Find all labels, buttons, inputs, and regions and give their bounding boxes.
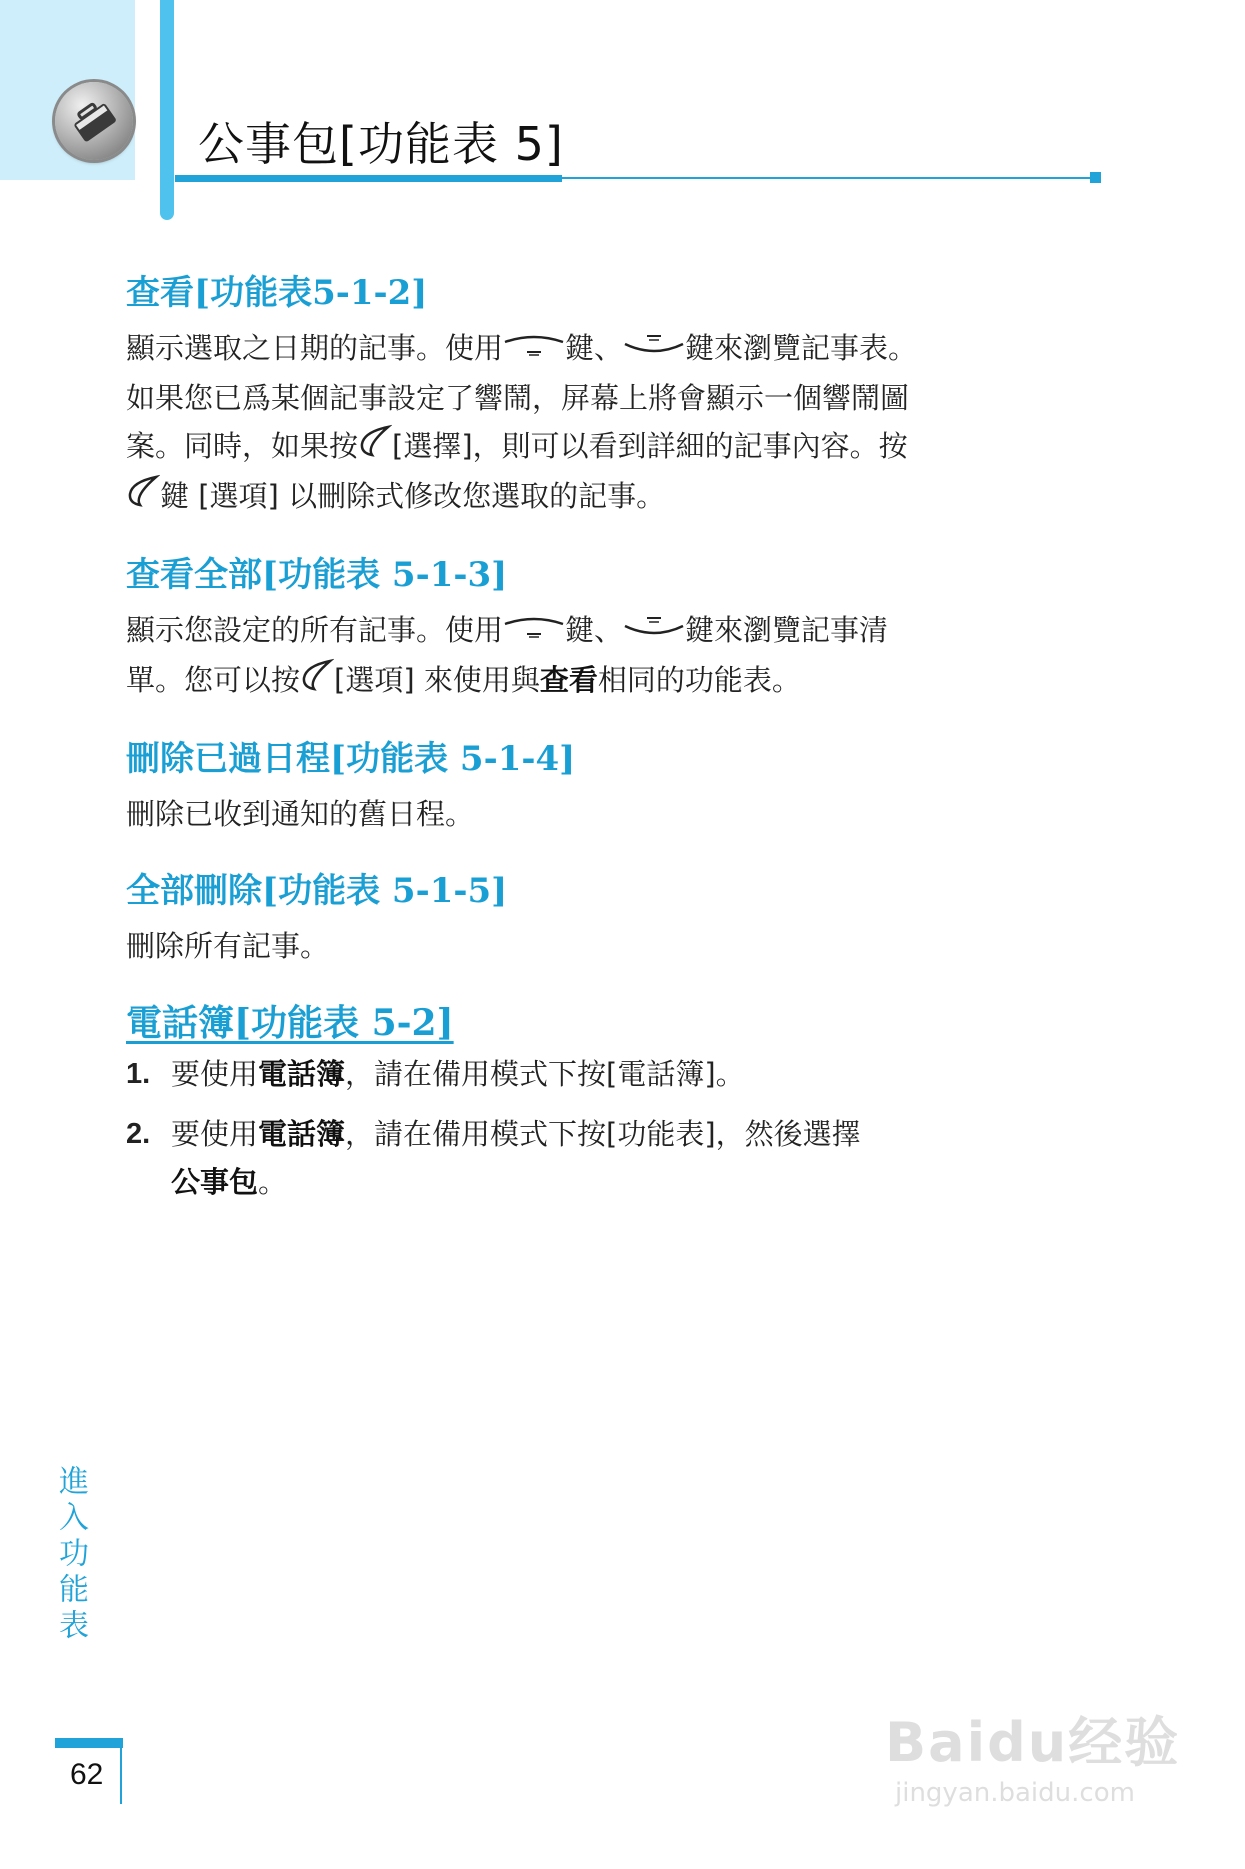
text-run: 鍵、 <box>565 331 624 365</box>
page-number-bar <box>55 1738 123 1748</box>
watermark-url: jingyan.baidu.com <box>895 1778 1135 1808</box>
text-run: 刪除已收到通知的舊日程。 <box>126 797 475 831</box>
section-heading-phonebook: 電話簿[功能表 5-2] <box>126 1002 454 1044</box>
text-run: 刪除所有記事。 <box>126 929 330 963</box>
section-heading-delete-all: 全部刪除[功能表 5-1-5] <box>126 871 508 911</box>
page-number-divider <box>120 1748 122 1804</box>
section-heading-view: 查看[功能表5-1-2] <box>126 273 428 313</box>
text-run: 相同的功能表。 <box>597 663 801 697</box>
content <box>126 270 1086 1218</box>
step-number: 2. <box>126 1118 151 1150</box>
section-body-view-all <box>126 606 1086 706</box>
section-body-delete-all <box>126 922 1086 970</box>
text-run: 要使用 <box>171 1117 259 1151</box>
bold-term: 電話簿 <box>258 1057 346 1091</box>
text-run: 顯示您設定的所有記事。使用 <box>126 613 504 647</box>
title-rule-end <box>1090 172 1101 183</box>
header-vertical-bar <box>160 0 174 220</box>
briefcase-icon <box>55 82 133 160</box>
page-number: 62 <box>70 1758 104 1791</box>
text-run: 案。同時，如果按 <box>126 429 359 463</box>
page-title: 公事包[功能表 5] <box>198 117 564 171</box>
up-nav-key-icon <box>503 326 565 374</box>
down-nav-key-icon <box>623 608 685 656</box>
soft-key-icon <box>126 474 160 522</box>
watermark <box>885 1690 1185 1830</box>
section-heading-delete-past: 刪除已過日程[功能表 5-1-4] <box>126 739 576 779</box>
bold-term: 公事包 <box>171 1165 259 1199</box>
section-heading-view-all: 查看全部[功能表 5-1-3] <box>126 555 508 595</box>
up-nav-key-icon <box>503 608 565 656</box>
text-run: 。 <box>258 1165 288 1199</box>
text-run: 鍵、 <box>565 613 624 647</box>
list-item <box>126 1110 1086 1206</box>
bold-term: 電話簿 <box>258 1117 346 1151</box>
step-number: 1. <box>126 1058 151 1090</box>
down-nav-key-icon <box>623 326 685 374</box>
title-rule <box>562 177 1092 179</box>
title-underline <box>175 175 562 182</box>
text-run: [選項] 來使用與 <box>334 663 540 697</box>
sidebar-chapter-label: 進入功能表 <box>53 1465 88 1645</box>
section-body-delete-past <box>126 790 1086 838</box>
text-run: 單。您可以按 <box>126 663 301 697</box>
text-run: 鍵來瀏覽記事表。 <box>685 331 918 365</box>
text-run: 如果您已爲某個記事設定了響鬧，屏幕上將會顯示一個響鬧圖 <box>126 381 910 415</box>
text-run: 鍵來瀏覽記事清 <box>685 613 889 647</box>
soft-key-icon <box>300 658 334 706</box>
section-body-view <box>126 324 1086 522</box>
text-run: 顯示選取之日期的記事。使用 <box>126 331 504 365</box>
list-item <box>126 1050 1086 1098</box>
soft-key-icon <box>358 424 392 472</box>
text-run: [選擇]，則可以看到詳細的記事內容。按 <box>392 429 908 463</box>
text-run: ，請在備用模式下按[電話簿]。 <box>345 1057 745 1091</box>
text-run: 鍵 [選項] 以刪除式修改您選取的記事。 <box>160 479 666 513</box>
phonebook-steps <box>126 1050 1086 1206</box>
bold-term: 查看 <box>539 663 598 697</box>
watermark-logo: Baidu经验 <box>885 1711 1181 1774</box>
text-run: 要使用 <box>171 1057 259 1091</box>
text-run: ，請在備用模式下按[功能表]，然後選擇 <box>345 1117 861 1151</box>
